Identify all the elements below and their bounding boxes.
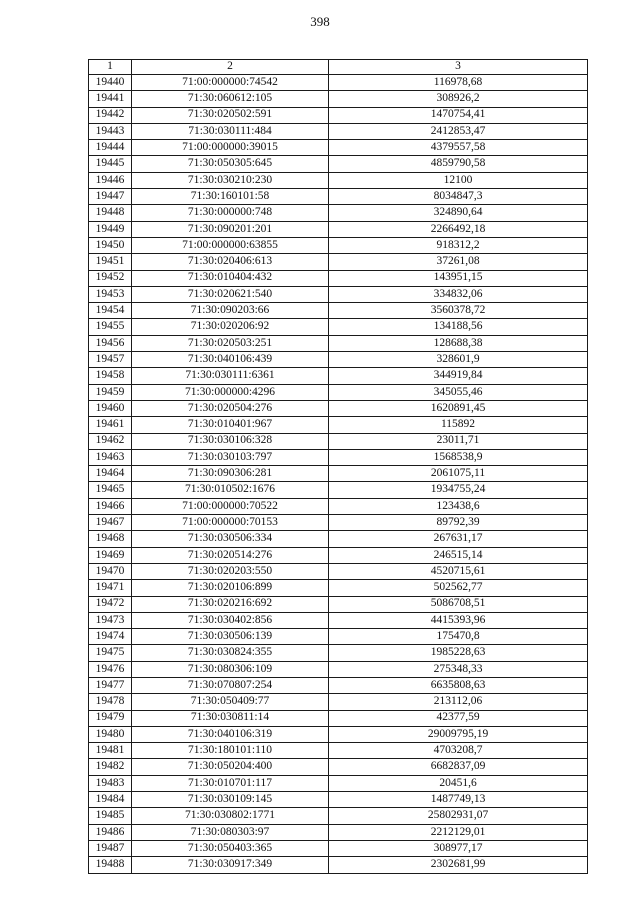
cadastral-number-cell: 71:30:020514:276 (132, 547, 329, 563)
cadastral-number-cell: 71:30:030917:349 (132, 857, 329, 873)
value-cell: 20451,6 (329, 775, 588, 791)
table-row (89, 547, 588, 563)
cadastral-number-cell: 71:30:030111:6361 (132, 368, 329, 384)
row-number-cell: 19476 (89, 661, 132, 677)
cadastral-number-cell: 71:30:030506:334 (132, 531, 329, 547)
table-row (89, 140, 588, 156)
value-cell: 175470,8 (329, 629, 588, 645)
value-cell: 267631,17 (329, 531, 588, 547)
row-number-cell: 19457 (89, 352, 132, 368)
row-number-cell: 19488 (89, 857, 132, 873)
value-cell: 1470754,41 (329, 107, 588, 123)
table-row (89, 400, 588, 416)
value-cell: 918312,2 (329, 237, 588, 253)
table-row (89, 270, 588, 286)
cadastral-number-cell: 71:30:030802:1771 (132, 808, 329, 824)
table-row (89, 352, 588, 368)
table-row (89, 482, 588, 498)
value-cell: 1934755,24 (329, 482, 588, 498)
row-number-cell: 19480 (89, 726, 132, 742)
value-cell: 246515,14 (329, 547, 588, 563)
cadastral-value-table (88, 59, 588, 874)
cadastral-number-cell: 71:30:160101:58 (132, 189, 329, 205)
table-row (89, 515, 588, 531)
value-cell: 3560378,72 (329, 303, 588, 319)
row-number-cell: 19442 (89, 107, 132, 123)
table-row (89, 172, 588, 188)
row-number-cell: 19483 (89, 775, 132, 791)
table-row (89, 205, 588, 221)
value-cell: 5086708,51 (329, 596, 588, 612)
cadastral-number-cell: 71:30:000000:4296 (132, 384, 329, 400)
table-row (89, 531, 588, 547)
table-row (89, 156, 588, 172)
cadastral-number-cell: 71:00:000000:70522 (132, 498, 329, 514)
value-cell: 89792,39 (329, 515, 588, 531)
value-cell: 4415393,96 (329, 612, 588, 628)
row-number-cell: 19445 (89, 156, 132, 172)
value-cell: 275348,33 (329, 661, 588, 677)
table-row (89, 449, 588, 465)
row-number-cell: 19475 (89, 645, 132, 661)
cadastral-number-cell: 71:30:030106:328 (132, 433, 329, 449)
value-cell: 308926,2 (329, 91, 588, 107)
value-cell: 1985228,63 (329, 645, 588, 661)
row-number-cell: 19486 (89, 824, 132, 840)
value-cell: 4703208,7 (329, 743, 588, 759)
table-row (89, 694, 588, 710)
cadastral-number-cell: 71:30:030506:139 (132, 629, 329, 645)
cadastral-number-cell: 71:30:040106:439 (132, 352, 329, 368)
table-row (89, 775, 588, 791)
row-number-cell: 19467 (89, 515, 132, 531)
table-row (89, 384, 588, 400)
row-number-cell: 19451 (89, 254, 132, 270)
value-cell: 6635808,63 (329, 677, 588, 693)
cadastral-number-cell: 71:30:020621:540 (132, 286, 329, 302)
cadastral-number-cell: 71:30:020106:899 (132, 580, 329, 596)
cadastral-number-cell: 71:30:030811:14 (132, 710, 329, 726)
cadastral-number-cell: 71:30:070807:254 (132, 677, 329, 693)
cadastral-number-cell: 71:30:010701:117 (132, 775, 329, 791)
cadastral-number-cell: 71:30:030402:856 (132, 612, 329, 628)
page-number: 398 (310, 14, 330, 29)
table-row (89, 726, 588, 742)
row-number-cell: 19443 (89, 123, 132, 139)
row-number-cell: 19484 (89, 792, 132, 808)
value-cell: 25802931,07 (329, 808, 588, 824)
value-cell: 12100 (329, 172, 588, 188)
value-cell: 116978,68 (329, 75, 588, 91)
table-row (89, 466, 588, 482)
row-number-cell: 19466 (89, 498, 132, 514)
cadastral-number-cell: 71:30:050409:77 (132, 694, 329, 710)
table-row (89, 237, 588, 253)
table-row (89, 743, 588, 759)
row-number-cell: 19446 (89, 172, 132, 188)
cadastral-number-cell: 71:00:000000:70153 (132, 515, 329, 531)
row-number-cell: 19447 (89, 189, 132, 205)
row-number-cell: 19472 (89, 596, 132, 612)
cadastral-number-cell: 71:30:030103:797 (132, 449, 329, 465)
table-row (89, 563, 588, 579)
table-body (89, 75, 588, 874)
cadastral-number-cell: 71:30:010401:967 (132, 417, 329, 433)
row-number-cell: 19474 (89, 629, 132, 645)
column-header-2: 2 (132, 60, 329, 75)
cadastral-number-cell: 71:30:090201:201 (132, 221, 329, 237)
value-cell: 2412853,47 (329, 123, 588, 139)
cadastral-number-cell: 71:30:020502:591 (132, 107, 329, 123)
row-number-cell: 19468 (89, 531, 132, 547)
table-row (89, 91, 588, 107)
value-cell: 115892 (329, 417, 588, 433)
row-number-cell: 19452 (89, 270, 132, 286)
cadastral-number-cell: 71:30:180101:110 (132, 743, 329, 759)
row-number-cell: 19459 (89, 384, 132, 400)
column-header-1: 1 (89, 60, 132, 75)
value-cell: 134188,56 (329, 319, 588, 335)
value-cell: 502562,77 (329, 580, 588, 596)
cadastral-number-cell: 71:30:020216:692 (132, 596, 329, 612)
cadastral-number-cell: 71:30:090203:66 (132, 303, 329, 319)
row-number-cell: 19440 (89, 75, 132, 91)
value-cell: 2061075,11 (329, 466, 588, 482)
row-number-cell: 19460 (89, 400, 132, 416)
row-number-cell: 19441 (89, 91, 132, 107)
table-header-row (89, 60, 588, 75)
value-cell: 37261,08 (329, 254, 588, 270)
table-row (89, 596, 588, 612)
value-cell: 328601,9 (329, 352, 588, 368)
row-number-cell: 19450 (89, 237, 132, 253)
table-row (89, 498, 588, 514)
value-cell: 6682837,09 (329, 759, 588, 775)
row-number-cell: 19449 (89, 221, 132, 237)
cadastral-number-cell: 71:30:030824:355 (132, 645, 329, 661)
row-number-cell: 19485 (89, 808, 132, 824)
table-row (89, 286, 588, 302)
table-row (89, 319, 588, 335)
cadastral-number-cell: 71:30:050403:365 (132, 840, 329, 856)
cadastral-number-cell: 71:00:000000:74542 (132, 75, 329, 91)
row-number-cell: 19481 (89, 743, 132, 759)
cadastral-number-cell: 71:30:030210:230 (132, 172, 329, 188)
value-cell: 143951,15 (329, 270, 588, 286)
cadastral-number-cell: 71:30:020406:613 (132, 254, 329, 270)
cadastral-number-cell: 71:30:000000:748 (132, 205, 329, 221)
cadastral-number-cell: 71:30:050204:400 (132, 759, 329, 775)
table-row (89, 857, 588, 873)
column-header-3: 3 (329, 60, 588, 75)
table-row (89, 123, 588, 139)
value-cell: 344919,84 (329, 368, 588, 384)
cadastral-number-cell: 71:30:010404:432 (132, 270, 329, 286)
row-number-cell: 19458 (89, 368, 132, 384)
cadastral-number-cell: 71:00:000000:39015 (132, 140, 329, 156)
cadastral-number-cell: 71:30:010502:1676 (132, 482, 329, 498)
value-cell: 324890,64 (329, 205, 588, 221)
value-cell: 2212129,01 (329, 824, 588, 840)
value-cell: 213112,06 (329, 694, 588, 710)
row-number-cell: 19448 (89, 205, 132, 221)
value-cell: 42377,59 (329, 710, 588, 726)
row-number-cell: 19454 (89, 303, 132, 319)
row-number-cell: 19464 (89, 466, 132, 482)
table-row (89, 368, 588, 384)
value-cell: 128688,38 (329, 335, 588, 351)
table-row (89, 433, 588, 449)
row-number-cell: 19473 (89, 612, 132, 628)
cadastral-number-cell: 71:00:000000:63855 (132, 237, 329, 253)
table-row (89, 759, 588, 775)
table-row (89, 612, 588, 628)
value-cell: 8034847,3 (329, 189, 588, 205)
cadastral-number-cell: 71:30:020503:251 (132, 335, 329, 351)
cadastral-number-cell: 71:30:020203:550 (132, 563, 329, 579)
cadastral-number-cell: 71:30:030109:145 (132, 792, 329, 808)
row-number-cell: 19444 (89, 140, 132, 156)
row-number-cell: 19471 (89, 580, 132, 596)
row-number-cell: 19465 (89, 482, 132, 498)
table-row (89, 107, 588, 123)
value-cell: 1620891,45 (329, 400, 588, 416)
value-cell: 23011,71 (329, 433, 588, 449)
row-number-cell: 19469 (89, 547, 132, 563)
cadastral-number-cell: 71:30:040106:319 (132, 726, 329, 742)
value-cell: 345055,46 (329, 384, 588, 400)
row-number-cell: 19456 (89, 335, 132, 351)
table-row (89, 221, 588, 237)
row-number-cell: 19463 (89, 449, 132, 465)
value-cell: 2302681,99 (329, 857, 588, 873)
value-cell: 308977,17 (329, 840, 588, 856)
table-row (89, 710, 588, 726)
cadastral-number-cell: 71:30:050305:645 (132, 156, 329, 172)
table-row (89, 303, 588, 319)
value-cell: 4859790,58 (329, 156, 588, 172)
table-row (89, 645, 588, 661)
table-row (89, 417, 588, 433)
row-number-cell: 19453 (89, 286, 132, 302)
cadastral-number-cell: 71:30:090306:281 (132, 466, 329, 482)
row-number-cell: 19482 (89, 759, 132, 775)
value-cell: 334832,06 (329, 286, 588, 302)
table-row (89, 840, 588, 856)
cadastral-number-cell: 71:30:030111:484 (132, 123, 329, 139)
cadastral-number-cell: 71:30:020504:276 (132, 400, 329, 416)
table-row (89, 75, 588, 91)
row-number-cell: 19477 (89, 677, 132, 693)
value-cell: 1487749,13 (329, 792, 588, 808)
table-row (89, 792, 588, 808)
value-cell: 1568538,9 (329, 449, 588, 465)
value-cell: 123438,6 (329, 498, 588, 514)
cadastral-number-cell: 71:30:080303:97 (132, 824, 329, 840)
row-number-cell: 19479 (89, 710, 132, 726)
table-row (89, 254, 588, 270)
table-row (89, 824, 588, 840)
row-number-cell: 19455 (89, 319, 132, 335)
table-row (89, 677, 588, 693)
table-row (89, 189, 588, 205)
value-cell: 29009795,19 (329, 726, 588, 742)
cadastral-number-cell: 71:30:080306:109 (132, 661, 329, 677)
cadastral-number-cell: 71:30:020206:92 (132, 319, 329, 335)
value-cell: 4520715,61 (329, 563, 588, 579)
row-number-cell: 19470 (89, 563, 132, 579)
row-number-cell: 19478 (89, 694, 132, 710)
row-number-cell: 19461 (89, 417, 132, 433)
row-number-cell: 19487 (89, 840, 132, 856)
table-row (89, 661, 588, 677)
table-row (89, 629, 588, 645)
table-row (89, 335, 588, 351)
value-cell: 2266492,18 (329, 221, 588, 237)
row-number-cell: 19462 (89, 433, 132, 449)
table-row (89, 580, 588, 596)
table-row (89, 808, 588, 824)
cadastral-number-cell: 71:30:060612:105 (132, 91, 329, 107)
value-cell: 4379557,58 (329, 140, 588, 156)
